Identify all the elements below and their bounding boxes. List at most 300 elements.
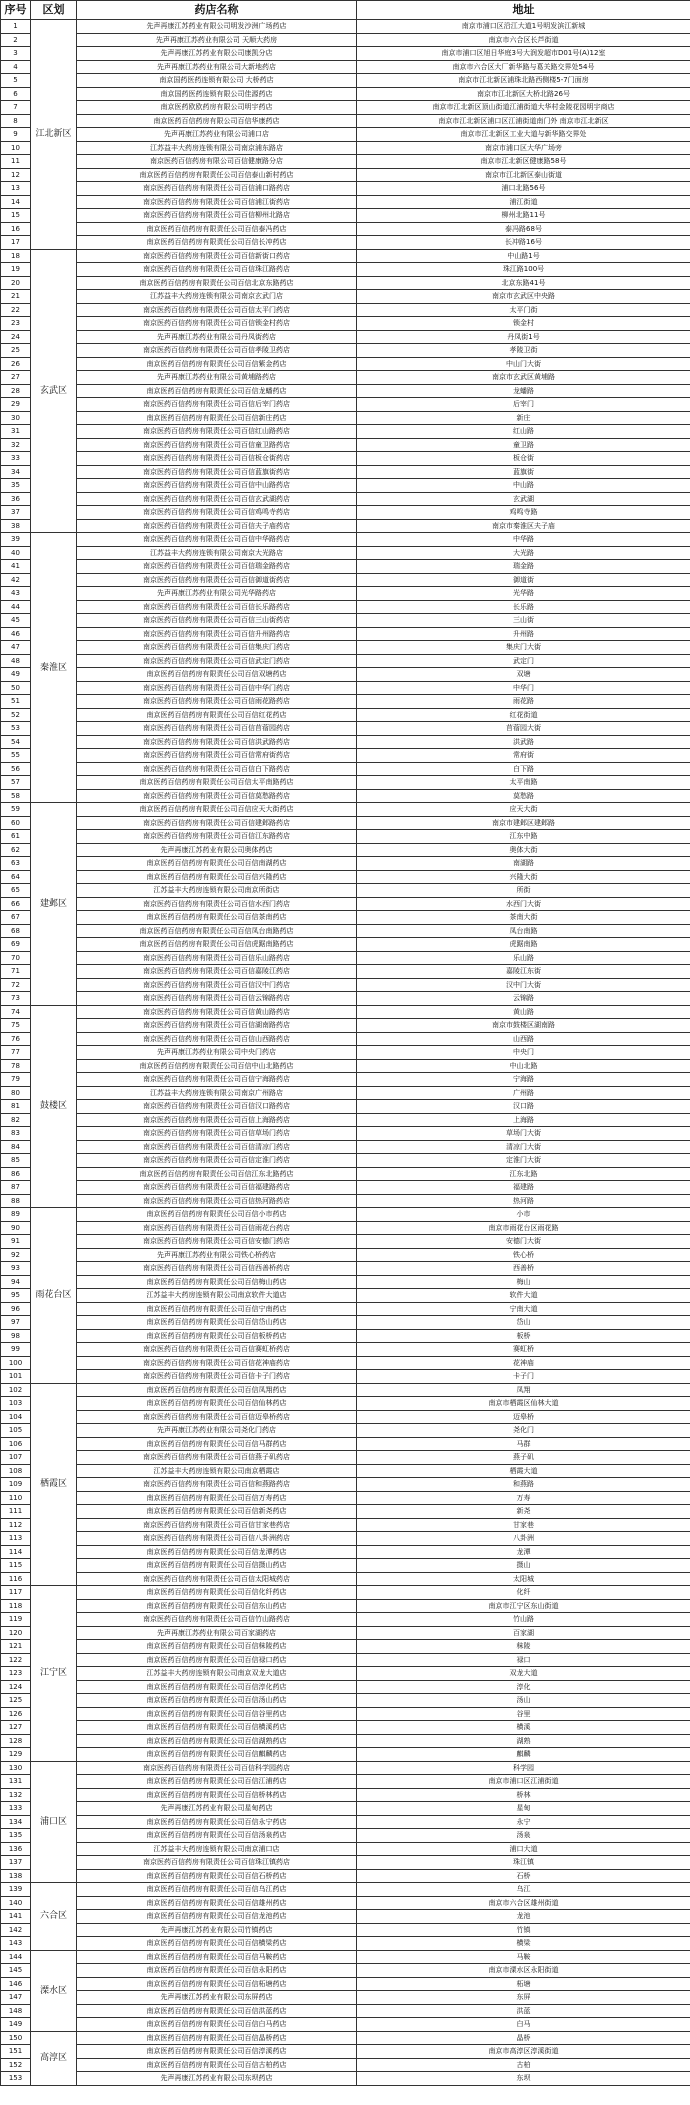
pharmacy-name: 南京医药百信药房有限责任公司百信红山路药店: [77, 425, 357, 439]
pharmacy-address: 横溪: [357, 1721, 690, 1735]
row-seq: 5: [1, 74, 31, 88]
pharmacy-name: 南京医药百信药房有限责任公司百信南湖药店: [77, 857, 357, 871]
row-seq: 20: [1, 276, 31, 290]
pharmacy-address: 南京市雨花台区雨花路: [357, 1221, 690, 1235]
table-row: [1, 1869, 690, 1883]
header-row: [1, 1, 690, 20]
pharmacy-name: 南京医药百信药房有限责任公司百信摄山药店: [77, 1559, 357, 1573]
pharmacy-name: 先声再康江苏药业有限公司浦口店: [77, 128, 357, 142]
table-row: [1, 128, 690, 142]
header-district: 区划: [31, 1, 77, 20]
pharmacy-name: 南京医药百信药房有限责任公司百信莫愁路药店: [77, 789, 357, 803]
table-row: [1, 789, 690, 803]
table-row: [1, 425, 690, 439]
pharmacy-address: 南京市栖霞区仙林大道: [357, 1397, 690, 1411]
table-row: [1, 533, 690, 547]
row-seq: 55: [1, 749, 31, 763]
row-seq: 46: [1, 627, 31, 641]
pharmacy-address: 八卦洲: [357, 1532, 690, 1546]
pharmacy-name: 南京医药百信药房有限责任公司百信太平门药店: [77, 303, 357, 317]
pharmacy-name: 南京医药百信药房有限责任公司百信淳化药店: [77, 1680, 357, 1694]
pharmacy-name: 南京医药百信药房有限责任公司百信麒麟药店: [77, 1748, 357, 1762]
row-seq: 107: [1, 1451, 31, 1465]
table-row: [1, 1653, 690, 1667]
pharmacy-address: 南京市江北新区浦珠北路西侧楼5-7门面房: [357, 74, 690, 88]
pharmacy-name: 南京医药百信药房有限责任公司百信横溪药店: [77, 1721, 357, 1735]
row-seq: 144: [1, 1950, 31, 1964]
row-seq: 52: [1, 708, 31, 722]
pharmacy-address: 丹凤街1号: [357, 330, 690, 344]
pharmacy-name: 南京医药百信药房有限责任公司百信紫金药店: [77, 357, 357, 371]
row-seq: 32: [1, 438, 31, 452]
pharmacy-name: 南京医药百信药房有限责任公司百信横梁药店: [77, 1937, 357, 1951]
table-row: [1, 60, 690, 74]
table-row: [1, 1788, 690, 1802]
pharmacy-address: 北京东路41号: [357, 276, 690, 290]
pharmacy-address: 柳州北路11号: [357, 209, 690, 223]
pharmacy-name: 南京医药百信药房有限责任公司百信汉口路药店: [77, 1100, 357, 1114]
pharmacy-name: 南京医药百信药房有限责任公司百信岱山药店: [77, 1316, 357, 1330]
pharmacy-name: 南京医药百信药房有限责任公司百信红花药店: [77, 708, 357, 722]
row-seq: 133: [1, 1802, 31, 1816]
table-row: [1, 1829, 690, 1843]
pharmacy-name: 南京医药百信药房有限责任公司百信三山街药店: [77, 614, 357, 628]
table-row: [1, 1667, 690, 1681]
pharmacy-name: 南京医药百信药房有限责任公司百信淳溪药店: [77, 2045, 357, 2059]
row-seq: 95: [1, 1289, 31, 1303]
row-seq: 115: [1, 1559, 31, 1573]
pharmacy-name: 南京医药百信药房有限责任公司百信浦江街药店: [77, 195, 357, 209]
row-seq: 149: [1, 2018, 31, 2032]
pharmacy-name: 先声再康江苏药业有限公司大新地药店: [77, 60, 357, 74]
pharmacy-address: 南京市六合区大厂新华路与葛关路交界处54号: [357, 60, 690, 74]
table-row: [1, 1640, 690, 1654]
district-cell: 浦口区: [31, 1761, 77, 1883]
table-row: [1, 573, 690, 587]
row-seq: 15: [1, 209, 31, 223]
district-cell: 秦淮区: [31, 533, 77, 803]
pharmacy-address: 南京市浦口区旭日华庭3号大润发超市D01号(A)12室: [357, 47, 690, 61]
row-seq: 94: [1, 1275, 31, 1289]
table-row: [1, 1086, 690, 1100]
pharmacy-name: 南京医药百信药房有限责任公司百信鸡鸣寺药店: [77, 506, 357, 520]
table-row: [1, 911, 690, 925]
table-row: [1, 1370, 690, 1384]
row-seq: 114: [1, 1545, 31, 1559]
pharmacy-name: 南京医药百信药房有限责任公司百信宁南药店: [77, 1302, 357, 1316]
pharmacy-address: 南京市浦口区大华广场旁: [357, 141, 690, 155]
table-row: [1, 87, 690, 101]
table-row: [1, 317, 690, 331]
pharmacy-name: 南京医药百信药房有限责任公司百信雄州药店: [77, 1896, 357, 1910]
row-seq: 128: [1, 1734, 31, 1748]
row-seq: 98: [1, 1329, 31, 1343]
row-seq: 142: [1, 1923, 31, 1937]
table-row: [1, 1761, 690, 1775]
pharmacy-name: 南京医药百信药房有限责任公司百信西善桥药店: [77, 1262, 357, 1276]
pharmacy-address: 铁心桥: [357, 1248, 690, 1262]
pharmacy-name: 南京医药百信药房有限责任公司百信竹山路药店: [77, 1613, 357, 1627]
pharmacy-address: 龙池: [357, 1910, 690, 1924]
table-row: [1, 560, 690, 574]
pharmacy-name: 南京医药百信药房有限责任公司百信双塘药店: [77, 668, 357, 682]
table-row: [1, 479, 690, 493]
row-seq: 39: [1, 533, 31, 547]
pharmacy-name: 南京医药百信药房有限责任公司百信卡子门药店: [77, 1370, 357, 1384]
table-row: [1, 1964, 690, 1978]
row-seq: 141: [1, 1910, 31, 1924]
table-row: [1, 722, 690, 736]
pharmacy-address: 竹山路: [357, 1613, 690, 1627]
pharmacy-address: 兴隆大街: [357, 870, 690, 884]
table-row: [1, 492, 690, 506]
pharmacy-name: 南京医药百信药房有限责任公司百信黄山路药店: [77, 1005, 357, 1019]
row-seq: 90: [1, 1221, 31, 1235]
row-seq: 29: [1, 398, 31, 412]
pharmacy-address: 雨花路: [357, 695, 690, 709]
district-cell: 溧水区: [31, 1950, 77, 2031]
table-row: [1, 1815, 690, 1829]
pharmacy-name: 南京医药百信药房有限责任公司百信谷里药店: [77, 1707, 357, 1721]
table-row: [1, 776, 690, 790]
row-seq: 119: [1, 1613, 31, 1627]
table-row: [1, 1316, 690, 1330]
row-seq: 131: [1, 1775, 31, 1789]
pharmacy-name: 南京医药百信药房有限责任公司百信新庄药店: [77, 411, 357, 425]
pharmacy-address: 摄山: [357, 1559, 690, 1573]
pharmacy-name: 南京医药百信药房有限责任公司百信福建路药店: [77, 1181, 357, 1195]
pharmacy-name: 南京医药百信药房有限责任公司百信定淮门药店: [77, 1154, 357, 1168]
table-row: [1, 1356, 690, 1370]
pharmacy-address: 红山路: [357, 425, 690, 439]
row-seq: 33: [1, 452, 31, 466]
table-row: [1, 1032, 690, 1046]
pharmacy-address: 燕子矶: [357, 1451, 690, 1465]
row-seq: 42: [1, 573, 31, 587]
pharmacy-name: 南京医药百信药房有限责任公司百信新街口药店: [77, 249, 357, 263]
table-row: [1, 1437, 690, 1451]
pharmacy-address: 长乐路: [357, 600, 690, 614]
table-row: [1, 519, 690, 533]
table-row: [1, 978, 690, 992]
pharmacy-address: 化纤: [357, 1586, 690, 1600]
table-row: [1, 897, 690, 911]
row-seq: 112: [1, 1518, 31, 1532]
table-row: [1, 546, 690, 560]
pharmacy-address: 南京市江宁区东山街道: [357, 1599, 690, 1613]
district-cell: 玄武区: [31, 249, 77, 533]
pharmacy-address: 中山路1号: [357, 249, 690, 263]
pharmacy-name: 南京医药百信药房有限责任公司百信御道街药店: [77, 573, 357, 587]
pharmacy-name: 先声再康江苏药业有限公司康凯分店: [77, 47, 357, 61]
pharmacy-name: 南京医药百信药房有限责任公司百信水西门药店: [77, 897, 357, 911]
row-seq: 8: [1, 114, 31, 128]
table-row: [1, 992, 690, 1006]
pharmacy-address: 南京市江北新区浦口区江浦街道南门外 南京市江北新区: [357, 114, 690, 128]
table-row: [1, 168, 690, 182]
pharmacy-address: 中山路: [357, 479, 690, 493]
pharmacy-name: 南京医药百信药房有限责任公司百信中山路药店: [77, 479, 357, 493]
pharmacy-address: 汉中门大街: [357, 978, 690, 992]
pharmacy-name: 南京医药百信药房有限责任公司百信石桥药店: [77, 1869, 357, 1883]
pharmacy-name: 先声再康江苏药业有限公司明发沙洲广场药店: [77, 20, 357, 34]
pharmacy-address: 汤泉: [357, 1829, 690, 1843]
pharmacy-address: 软件大道: [357, 1289, 690, 1303]
pharmacy-address: 西善桥: [357, 1262, 690, 1276]
table-row: [1, 465, 690, 479]
pharmacy-name: 南京医药百信药房有限责任公司百信北京东路药店: [77, 276, 357, 290]
row-seq: 64: [1, 870, 31, 884]
pharmacy-name: 先声再康江苏药业有限公司光华路药店: [77, 587, 357, 601]
pharmacy-address: 水西门大街: [357, 897, 690, 911]
pharmacy-address: 南京市建邺区建邺路: [357, 816, 690, 830]
pharmacy-name: 南京医药百信药房有限责任公司百信汉中门药店: [77, 978, 357, 992]
pharmacy-name: 南京医药百信药房有限责任公司百信化纤药店: [77, 1586, 357, 1600]
pharmacy-address: 珠江镇: [357, 1856, 690, 1870]
row-seq: 71: [1, 965, 31, 979]
table-row: [1, 1977, 690, 1991]
pharmacy-name: 江苏益丰大药房连锁有限公司南京玄武门店: [77, 290, 357, 304]
pharmacy-name: 南京医药百信药房有限责任公司百信甘家巷药店: [77, 1518, 357, 1532]
pharmacy-address: 光华路: [357, 587, 690, 601]
pharmacy-address: 南京市六合区雄州街道: [357, 1896, 690, 1910]
table-row: [1, 1491, 690, 1505]
pharmacy-name: 南京医药百信药房有限责任公司百信雨花台药店: [77, 1221, 357, 1235]
pharmacy-name: 南京医药百信药房有限责任公司百信新尧药店: [77, 1505, 357, 1519]
pharmacy-name: 南京医药百信药房有限责任公司百信长乐路药店: [77, 600, 357, 614]
pharmacy-address: 江东中路: [357, 830, 690, 844]
pharmacy-name: 南京医药百信药房有限责任公司百信夫子庙药店: [77, 519, 357, 533]
row-seq: 21: [1, 290, 31, 304]
pharmacy-address: 新庄: [357, 411, 690, 425]
table-row: [1, 587, 690, 601]
pharmacy-address: 湖熟: [357, 1734, 690, 1748]
pharmacy-address: 晶桥: [357, 2031, 690, 2045]
table-row: [1, 47, 690, 61]
pharmacy-name: 南京医药百信药房有限责任公司百信龙池药店: [77, 1910, 357, 1924]
row-seq: 139: [1, 1883, 31, 1897]
pharmacy-address: 浦江街道: [357, 195, 690, 209]
pharmacy-address: 中央门: [357, 1046, 690, 1060]
pharmacy-name: 南京医药百信药房有限责任公司百信乐山路药店: [77, 951, 357, 965]
pharmacy-address: 浦口大道: [357, 1842, 690, 1856]
pharmacy-name: 江苏益丰大药房连锁有限公司南京浦口店: [77, 1842, 357, 1856]
pharmacy-name: 先声再康江苏药业有限公司奥体药店: [77, 843, 357, 857]
table-row: [1, 1248, 690, 1262]
pharmacy-address: 南京市浦口区江浦街道: [357, 1775, 690, 1789]
pharmacy-name: 南京医药百信药房有限责任公司百信泰冯药店: [77, 222, 357, 236]
table-row: [1, 2031, 690, 2045]
pharmacy-address: 汉口路: [357, 1100, 690, 1114]
pharmacy-address: 玄武湖: [357, 492, 690, 506]
pharmacy-name: 南京医药百信药房有限责任公司百信禄口药店: [77, 1653, 357, 1667]
pharmacy-name: 南京国药医药连锁有限公司佳源药店: [77, 87, 357, 101]
pharmacy-address: 柘塘: [357, 1977, 690, 1991]
pharmacy-name: 南京医药百信药房有限责任公司百信燕子矶药店: [77, 1451, 357, 1465]
row-seq: 57: [1, 776, 31, 790]
pharmacy-address: 岱山: [357, 1316, 690, 1330]
pharmacy-address: 热河路: [357, 1194, 690, 1208]
table-row: [1, 1572, 690, 1586]
table-row: [1, 1950, 690, 1964]
row-seq: 121: [1, 1640, 31, 1654]
pharmacy-address: 蓝旗街: [357, 465, 690, 479]
pharmacy-address: 卡子门: [357, 1370, 690, 1384]
pharmacy-name: 南京医药百信药房有限责任公司百信汤泉药店: [77, 1829, 357, 1843]
pharmacy-address: 瑞金路: [357, 560, 690, 574]
row-seq: 88: [1, 1194, 31, 1208]
table-row: [1, 263, 690, 277]
pharmacy-name: 南京医药百信药房有限责任公司百信凤台南路药店: [77, 924, 357, 938]
table-row: [1, 2004, 690, 2018]
table-row: [1, 1059, 690, 1073]
table-row: [1, 951, 690, 965]
row-seq: 58: [1, 789, 31, 803]
row-seq: 54: [1, 735, 31, 749]
pharmacy-name: 南京医药百信药房有限责任公司百信江东北路药店: [77, 1167, 357, 1181]
pharmacy-address: 洪武路: [357, 735, 690, 749]
row-seq: 123: [1, 1667, 31, 1681]
row-seq: 106: [1, 1437, 31, 1451]
table-row: [1, 2072, 690, 2086]
table-row: [1, 857, 690, 871]
pharmacy-address: 南湖路: [357, 857, 690, 871]
row-seq: 152: [1, 2058, 31, 2072]
row-seq: 130: [1, 1761, 31, 1775]
table-row: [1, 1410, 690, 1424]
pharmacy-address: 定淮门大街: [357, 1154, 690, 1168]
pharmacy-address: 上海路: [357, 1113, 690, 1127]
pharmacy-name: 南京医药百信药房有限责任公司百信后宰门药店: [77, 398, 357, 412]
pharmacy-name: 南京医药百信药房有限责任公司百信童卫路药店: [77, 438, 357, 452]
district-cell: 江宁区: [31, 1586, 77, 1762]
pharmacy-address: 秣陵: [357, 1640, 690, 1654]
pharmacy-address: 山西路: [357, 1032, 690, 1046]
pharmacy-name: 南京医药百信药房有限责任公司百信和燕路药店: [77, 1478, 357, 1492]
row-seq: 118: [1, 1599, 31, 1613]
row-seq: 134: [1, 1815, 31, 1829]
pharmacy-address: 麒麟: [357, 1748, 690, 1762]
table-row: [1, 384, 690, 398]
table-row: [1, 735, 690, 749]
pharmacy-name: 南京医药百信药房有限责任公司百信茶南药店: [77, 911, 357, 925]
pharmacy-address: 横梁: [357, 1937, 690, 1951]
pharmacy-address: 宁海路: [357, 1073, 690, 1087]
table-row: [1, 830, 690, 844]
pharmacy-name: 南京医药百信药房有限责任公司百信珠江路药店: [77, 263, 357, 277]
pharmacy-name: 南京医药百信药房有限责任公司百信草场门药店: [77, 1127, 357, 1141]
row-seq: 108: [1, 1464, 31, 1478]
header-seq: 序号: [1, 1, 31, 20]
pharmacy-address: 赛虹桥: [357, 1343, 690, 1357]
table-row: [1, 1100, 690, 1114]
row-seq: 47: [1, 641, 31, 655]
pharmacy-name: 南京医药百信药房有限责任公司百信白下路药店: [77, 762, 357, 776]
table-row: [1, 290, 690, 304]
pharmacy-address: 星甸: [357, 1802, 690, 1816]
row-seq: 129: [1, 1748, 31, 1762]
pharmacy-address: 童卫路: [357, 438, 690, 452]
table-row: [1, 843, 690, 857]
table-row: [1, 1140, 690, 1154]
table-row: [1, 641, 690, 655]
pharmacy-name: 江苏益丰大药房连锁有限公司南京栖霞店: [77, 1464, 357, 1478]
row-seq: 44: [1, 600, 31, 614]
pharmacy-address: 桥林: [357, 1788, 690, 1802]
pharmacy-name: 南京医药百信药房有限责任公司百信孝陵卫药店: [77, 344, 357, 358]
pharmacy-name: 南京医药百信药房有限责任公司百信东山药店: [77, 1599, 357, 1613]
table-row: [1, 1680, 690, 1694]
row-seq: 43: [1, 587, 31, 601]
row-seq: 11: [1, 155, 31, 169]
pharmacy-address: 南京市江北新区顶山街道江浦街道大华村金陵花园明宇商店: [357, 101, 690, 115]
row-seq: 59: [1, 803, 31, 817]
row-seq: 126: [1, 1707, 31, 1721]
pharmacy-name: 先声再康江苏药业有限公司中央门药店: [77, 1046, 357, 1060]
pharmacy-address: 和燕路: [357, 1478, 690, 1492]
pharmacy-address: 茶南大街: [357, 911, 690, 925]
pharmacy-name: 南京医药百信药房有限责任公司百信江东路药店: [77, 830, 357, 844]
row-seq: 70: [1, 951, 31, 965]
pharmacy-address: 双塘: [357, 668, 690, 682]
table-row: [1, 668, 690, 682]
row-seq: 30: [1, 411, 31, 425]
pharmacy-address: 御道街: [357, 573, 690, 587]
row-seq: 10: [1, 141, 31, 155]
row-seq: 78: [1, 1059, 31, 1073]
table-row: [1, 1073, 690, 1087]
pharmacy-address: 安德门大街: [357, 1235, 690, 1249]
pharmacy-address: 孝陵卫街: [357, 344, 690, 358]
pharmacy-name: 先声再康江苏药业有限公司百家湖药店: [77, 1626, 357, 1640]
pharmacy-name: 南京医药百信药房有限责任公司百信上海路药店: [77, 1113, 357, 1127]
row-seq: 23: [1, 317, 31, 331]
pharmacy-address: 虎踞南路: [357, 938, 690, 952]
table-row: [1, 1221, 690, 1235]
pharmacy-name: 先声再康江苏药业有限公司 天顺大药房: [77, 33, 357, 47]
pharmacy-name: 先声再康江苏药业有限公司竹镇药店: [77, 1923, 357, 1937]
pharmacy-name: 南京医药百信药房有限责任公司百信龙潭药店: [77, 1545, 357, 1559]
pharmacy-address: 栖霞大道: [357, 1464, 690, 1478]
table-row: [1, 1046, 690, 1060]
pharmacy-address: 南京市江北新区大桥北路26号: [357, 87, 690, 101]
row-seq: 1: [1, 20, 31, 34]
pharmacy-address: 中华门: [357, 681, 690, 695]
table-row: [1, 1707, 690, 1721]
pharmacy-name: 南京医药百信药房有限责任公司百信浦口路药店: [77, 182, 357, 196]
pharmacy-name: 南京医药百信药房有限责任公司百信应天大街药店: [77, 803, 357, 817]
table-row: [1, 74, 690, 88]
pharmacy-address: 集庆门大街: [357, 641, 690, 655]
table-body: [1, 20, 690, 2086]
table-row: [1, 1005, 690, 1019]
pharmacy-name: 先声再康江苏药业有限公司东坝药店: [77, 2072, 357, 2086]
table-row: [1, 114, 690, 128]
table-row: [1, 1748, 690, 1762]
table-row: [1, 1181, 690, 1195]
pharmacy-name: 南京医药百信药房有限责任公司百信江浦药店: [77, 1775, 357, 1789]
pharmacy-name: 南京医药百信药房有限责任公司百信梅山药店: [77, 1275, 357, 1289]
row-seq: 25: [1, 344, 31, 358]
table-row: [1, 1586, 690, 1600]
row-seq: 69: [1, 938, 31, 952]
pharmacy-address: 红花街道: [357, 708, 690, 722]
row-seq: 4: [1, 60, 31, 74]
row-seq: 82: [1, 1113, 31, 1127]
row-seq: 73: [1, 992, 31, 1006]
table-row: [1, 884, 690, 898]
pharmacy-address: 苜蓿园大街: [357, 722, 690, 736]
